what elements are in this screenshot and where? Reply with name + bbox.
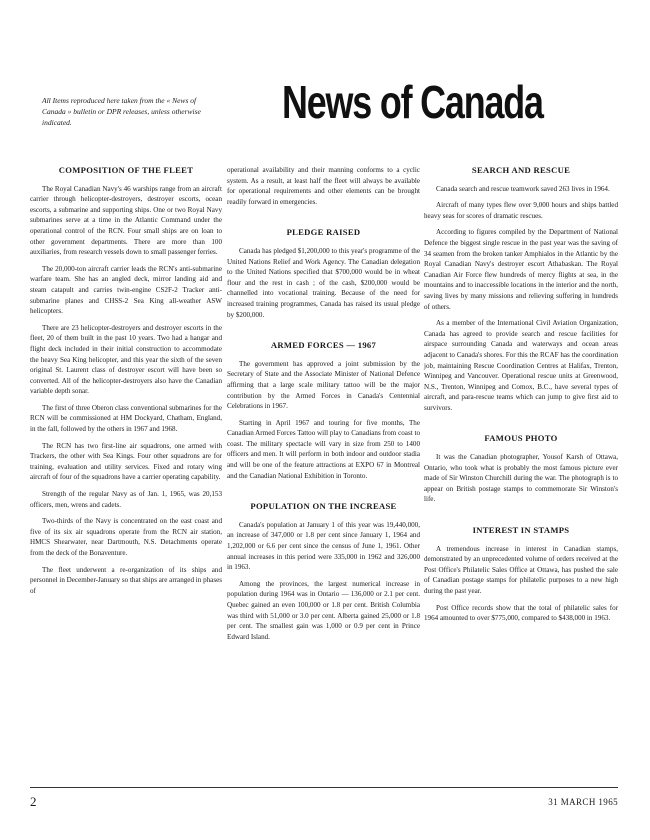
source-note: All Items reproduced here taken from the « News of Canada » bulletin or DPR releases, unless otherwise indicated. [42,96,201,127]
article-paragraph: According to figures compiled by the Department of National Defence the biggest single rescue in the past year was the saving of 34 seamen from the broken tanker Amphialos in the Atlantic by the Royal Canadian Navy's destroyer escort Athabaskan. The Royal Canadian Air Force flew hundreds of mercy flights at sea, in the mountains and to inaccessible locations in the interior and the north, saving lives by many missions and relieving suffering in hundreds of others. [424,228,618,311]
section-gap [424,511,618,525]
section-heading: FAMOUS PHOTO [484,433,558,444]
article-paragraph: Aircraft of many types flew over 9,000 hours and ships battled heavy seas for scores of dramatic rescues. [424,201,618,220]
column-1 [30,165,222,602]
article-paragraph: It was the Canadian photographer, Yousof Karsh of Ottawa, Ontario, who took what is probably the most famous picture ever made of Sir Winston Churchill during the war. The photograph is to appear on British postage stamps to commemorate Sir Winston's life. [424,453,618,504]
masthead-title: News of Canada [282,76,543,128]
article-paragraph: The first of three Oberon class conventional submarines for the RCN will be commissioned at HM Dockyard, Chatham, England, in the fall, followed by the others in 1967 and 1968. [30,403,222,434]
article-paragraph: Two-thirds of the Navy is concentrated on the east coast and five of its six air squadrons operate from the RCN air station, HMCS Shearwater, near Dartmouth, N.S. Detachments operate from the deck of the Bonaventure. [30,517,222,557]
article-paragraph: Canada has pledged $1,200,000 to this year's programme of the United Nations Relief and Work Agency. The Canadian delegation to the United Nations specified that $700,000 would be in wheat flour and the rest in cash ; of the cash, $200,000 would be channelled into vocational training. Because of the need for increased training programmes, Canada has raised its usual pledge by $200,000. [227,246,420,319]
section-gap [227,487,420,501]
issue-date: 31 MARCH 1965 [548,797,618,807]
article-paragraph: Starting in April 1967 and touring for five months, The Canadian Armed Forces Tattoo will play to Canadians from coast to coast. The military spectacle will vary in size from 250 to 1400 officers and men. It will perform in both indoor and outdoor stadia and will be one of the feature attractions at EXPO 67 in Montreal and the Canadian National Exhibition in Toronto. [227,418,420,480]
section-heading: SEARCH AND RESCUE [471,165,571,175]
article-paragraph: Canada's population at January 1 of this year was 19,440,000, an increase of 347,000 or 1.8 per cent since January 1, 1964 and 1,202,000 or 6.6 per cent since the census of June 1, 1961. Other annual increases in this period were 335,000 in 1962 and 326,000 in 1963. [227,520,420,572]
article-paragraph: Strength of the regular Navy as of Jan. 1, 1965, was 20,153 officers, men, wrens and cadets. [30,490,222,509]
section-gap [227,326,420,340]
section-heading: INTEREST IN STAMPS [472,525,570,536]
article-paragraph: The Royal Canadian Navy's 46 warships range from an aircraft carrier through helicopter-destroyers, destroyer escorts, ocean escorts, a submarine and supporting ships. One or two Royal Navy submarines serve at a time in the Atlantic Command under the operational control of the RCN. Four small ships are on loan to other government departments. There are more than 100 auxiliaries, from research vessels down to small passenger ferries. [30,184,222,257]
footer-rule [30,787,618,788]
article-paragraph: Canada search and rescue teamwork saved 263 lives in 1964. [436,184,610,193]
article-paragraph: The fleet underwent a re-organization of its ships and personnel in December-January so that ships are arranged in phases of [30,565,222,595]
section-heading: COMPOSITION OF THE FLEET [58,165,194,175]
column-3 [424,165,618,630]
section-heading: PLEDGE RAISED [286,227,361,238]
article-paragraph: Among the provinces, the largest numerical increase in population during 1964 was in Ontario — 136,000 or 2.1 per cent. Quebec gained an even 100,000 or 1.8 per cent. British Columbia was third with 51,000 or 3.0 per cent. Alberta gained 25,000 or 1.8 per cent. The smallest gain was 1,000 or 0.9 per cent in Prince Edward Island. [227,579,420,641]
column-2 [227,165,420,648]
section-heading: POPULATION ON THE INCREASE [250,501,397,512]
page-number: 2 [30,794,37,809]
section-heading: ARMED FORCES — 1967 [270,340,377,351]
article-paragraph: The 20,000-ton aircraft carrier leads the RCN's anti-submarine warfare team. She has an angled deck, mirror landing aid and steam catapult and carries twin-engine CS2F-2 Tracker anti-submarine planes and CHSS-2 Sea King all-weather ASW helicopters. [30,264,222,316]
section-gap [227,213,420,227]
article-paragraph: The RCN has two first-line air squadrons, one armed with Trackers, the other with Sea Kings. Four other squadrons are for training, evaluation and utility services. Fixed and rotary wing aircraft of four of the squadrons have a carrier operating capability. [30,441,222,482]
article-paragraph: As a member of the International Civil Aviation Organization, Canada has agreed to provide search and rescue facilities for airspace surrounding Canada and waterways and ocean areas adjacent to Canada's shores. For this the RCAF has the coordination job, maintaining Rescue Coordination Centres at Halifax, Trenton, Winnipeg and Vancouver. Operational rescue units at Greenwood, N.S., Trenton, Winnipeg and Comox, B.C., have several types of aircraft, and para-rescue teams which can jump to give first aid to survivors. [424,319,618,412]
section-gap [424,419,618,433]
article-paragraph: operational availability and their manning conforms to a cyclic system. As a result, at least half the fleet will always be available for operational requirements and other elements can be brought readily forward in emergencies. [227,166,420,206]
article-paragraph: Post Office records show that the total of philatelic sales for 1964 amounted to over $775,000, compared to $438,000 in 1963. [424,603,618,623]
article-paragraph: A tremendous increase in interest in Canadian stamps, demonstrated by an unprecedented volume of orders received at the Post Office's Philatelic Sales Office at Ottawa, has pushed the sale of Canadian postage stamps for philatelic purposes to a new high during the past year. [424,544,618,595]
article-paragraph: The government has approved a joint submission by the Secretary of State and the Associate Minister of National Defence affirming that a large scale military tattoo will be the major contribution by the Armed Forces in Canada's Centennial Celebrations in 1967. [227,359,420,411]
article-paragraph: There are 23 helicopter-destroyers and destroyer escorts in the fleet, 20 of them built in the past 10 years. Two had a hangar and flight deck included in their initial construction to accommodate the heavy Sea King helicopter, and this year the sixth of the seven original St. Laurent class of destroyer escort will have been so converted. All of the helicopter-destroyers also have the Canadian variable depth sonar. [30,323,222,396]
